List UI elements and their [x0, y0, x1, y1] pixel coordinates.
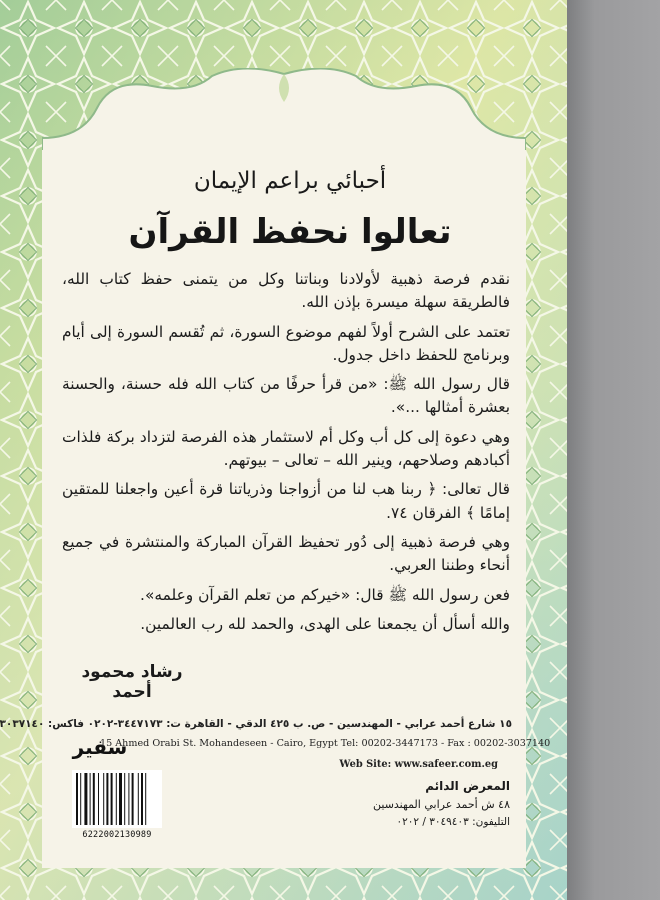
paragraph: نقدم فرصة ذهبية لأولادنا وبناتنا وكل من يتمنى حفظ كتاب الله، فالطريقة سهلة ميسرة بإذن الله.: [62, 270, 510, 312]
description-body: [62, 268, 510, 642]
book-title: تعالوا نحفظ القرآن: [128, 212, 452, 252]
publisher-website: Web Site: www.safeer.com.eg: [339, 759, 498, 770]
barcode-number: 6222002130989: [82, 830, 152, 840]
paragraph: وهي فرصة ذهبية إلى دُور تحفيظ القرآن المباركة والمنتشرة في جميع أنحاء وطننا العربي.: [62, 532, 510, 575]
exhibition-address: ٤٨ ش أحمد عرابي المهندسين: [373, 798, 510, 811]
paragraph: تعتمد على الشرح أولاً لفهم موضوع السورة، ثم تُقسم السورة إلى أيام وبرنامج للحفظ داخل جدول.: [62, 322, 510, 364]
author-signature: رشاد محمود أحمد: [81, 662, 183, 702]
paragraph: فعن رسول الله ﷺ قال: «خيركم من تعلم القرآن وعلمه».: [140, 585, 510, 604]
paragraph: قال تعالى: ﴿ ربنا هب لنا من أزواجنا وذرياتنا قرة أعين واجعلنا للمتقين إمامًا ﴾ الفرقان ٧٤.: [62, 480, 510, 522]
publisher-address-english: 15 Ahmed Orabi St. Mohandeseen - Cairo, Egypt Tel: 00202-3447173 - Fax : 00202-3037140: [100, 738, 551, 749]
paragraph: قال رسول الله ﷺ: «من قرأ حرفًا من كتاب الله فله حسنة، والحسنة بعشرة أمثالها ...».: [62, 375, 510, 417]
paragraph: وهي دعوة إلى كل أب وكل أم لاستثمار هذه الفرصة لتزداد بركة فلذات أكبادهم وصلاحهم، وينير الله – تعالى – بيوتهم.: [62, 427, 510, 470]
paragraph: والله أسأل أن يجمعنا على الهدى، والحمد لله رب العالمين.: [140, 614, 510, 633]
background-surface: [567, 0, 660, 900]
publisher-logo: سفير: [72, 735, 128, 759]
publisher-address-arabic: ١٥ شارع أحمد عرابي - المهندسين - ص. ب ٤٢٥ الدقي - القاهرة ت: ٣٤٤٧١٧٣-٠٢٠٢ فاكس: ٣٠٣٧١٤٠: [0, 718, 512, 730]
exhibition-phone: التليفون: ٣٠٤٩٤٠٣ / ٠٢٠٢: [396, 816, 510, 828]
series-subtitle: أحبائي براعم الإيمان: [193, 168, 387, 194]
exhibition-title: المعرض الدائم: [425, 779, 510, 793]
barcode-icon: [72, 770, 162, 828]
